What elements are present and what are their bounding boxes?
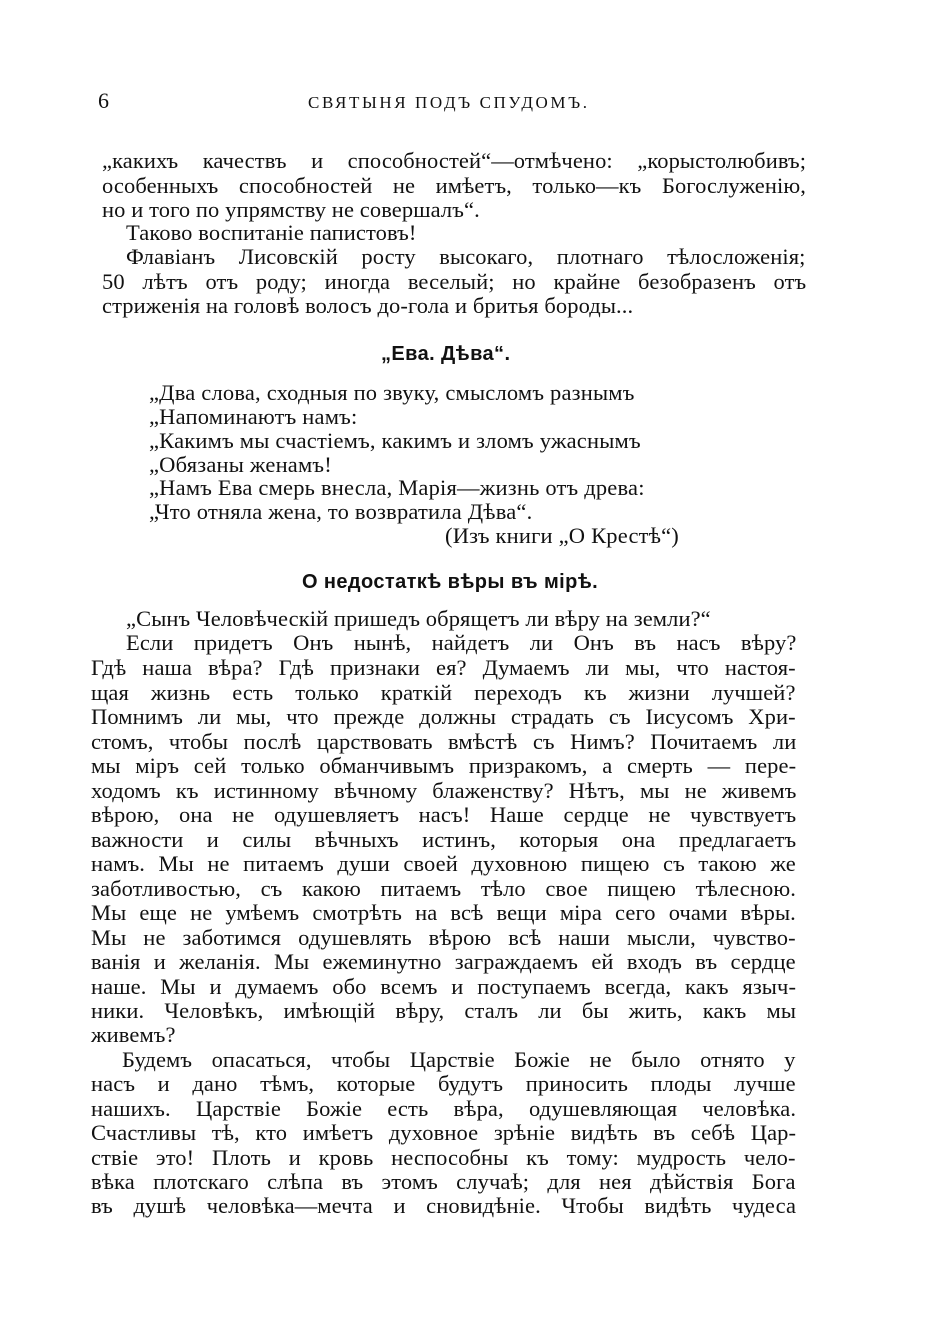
text-line: Таково воспитаніе папистовъ!: [126, 220, 417, 245]
text-line: ходомъ къ истинному вѣчному блаженству? Нѣтъ, мы не живемъ: [91, 778, 797, 803]
poem-title: „Ева. Дѣва“.: [381, 343, 511, 365]
text-line: важности и силы вѣчныхъ истинъ, которыя она предлагаетъ: [91, 827, 797, 852]
text-line: Мы еще не умѣемъ смотрѣть на всѣ вещи міра сего очами вѣры.: [91, 900, 796, 925]
text-line: стомъ, чтобы послѣ царствовать вмѣстѣ съ Нимъ? Почитаемъ ли: [91, 729, 797, 754]
poem-line: „Какимъ мы счастіемъ, какимъ и зломъ ужаснымъ: [149, 428, 641, 453]
poem-line: „Два слова, сходныя по звуку, смысломъ разнымъ: [149, 380, 635, 405]
text-line: 50 лѣтъ отъ роду; иногда веселый; но крайне безобразенъ отъ: [102, 269, 807, 294]
poem-line: „Что отняла жена, то возвратила Дѣва“.: [149, 499, 533, 524]
text-line: Помнимъ ли мы, что прежде должны страдать съ Іисусомъ Хри-: [91, 704, 796, 729]
text-line: Флавіанъ Лисовскій росту высокаго, плотнаго тѣлосложенія;: [126, 244, 806, 269]
page-number: 6: [98, 88, 109, 113]
running-title: СВЯТЫНЯ ПОДЪ СПУДОМЪ.: [308, 93, 590, 112]
text-line: въ душѣ человѣка—мечта и сновидѣніе. Чтобы видѣть чудеса: [91, 1193, 797, 1218]
text-line: ванія и желанія. Мы ежеминутно заграждаемъ ей входъ въ сердце: [91, 949, 796, 974]
text-line: Счастливы тѣ, кто имѣетъ духовное зрѣніе видѣть въ себѣ Цар-: [91, 1120, 797, 1145]
text-line: щая жизнь есть только краткій переходъ къ жизни лучшей?: [91, 680, 796, 705]
poem-line: „Намъ Ева смерь внесла, Марія—жизнь отъ древа:: [149, 475, 645, 500]
text-line: вѣка плотскаго слѣпа въ этомъ случаѣ; для нея дѣйствія Бога: [91, 1169, 796, 1194]
text-line: „какихъ качествъ и способностей“—отмѣчено: „корыстолюбивъ;: [102, 148, 807, 173]
text-line: Будемъ опасаться, чтобы Царствіе Божіе не было отнято у: [122, 1047, 796, 1072]
text-line: Мы не заботимся одушевлять вѣрою всѣ наши мысли, чувство-: [91, 925, 796, 950]
text-line: нашихъ. Царствіе Божіе есть вѣра, одушевляющая человѣка.: [91, 1096, 797, 1121]
text-line: Если придетъ Онъ нынѣ, найдетъ ли Онъ въ насъ вѣру?: [126, 630, 797, 655]
text-line: ники. Человѣкъ, имѣющій вѣру, сталъ ли бы жить, какъ мы: [91, 998, 797, 1023]
text-line: намъ. Мы не питаемъ души своей духовною пищею съ такою же: [91, 851, 796, 876]
poem-line: „Напоминаютъ намъ:: [149, 404, 358, 429]
section-title: О недостаткѣ вѣры въ мірѣ.: [302, 571, 599, 593]
text-line: заботливостью, съ какою питаемъ тѣло свое пищею тѣлесною.: [91, 876, 797, 901]
poem-line: „Обязаны женамъ!: [149, 452, 332, 477]
text-line: „Сынъ Человѣческій пришедъ обрящетъ ли вѣру на земли?“: [126, 606, 711, 631]
text-line: особенныхъ способностей не имѣетъ, только—къ Богослуженію,: [102, 173, 807, 198]
text-line: Гдѣ наша вѣра? Гдѣ признаки ея? Думаемъ ли мы, что настоя-: [91, 655, 796, 680]
text-line: вѣрою, она не одушевляетъ насъ! Наше сердце не чувствуетъ: [91, 802, 797, 827]
text-line: насъ и дано тѣмъ, которые будутъ приносить плоды лучше: [91, 1071, 796, 1096]
text-line: но и того по упрямству не совершалъ“.: [102, 197, 480, 222]
text-line: мы міръ сей только обманчивымъ призракомъ, а смерть — пере-: [91, 753, 797, 778]
text-line: стриженія на головѣ волосъ до-гола и бритья бороды...: [102, 293, 634, 318]
text-line: ствіе это! Плоть и кровь неспособны къ тому: мудрость чело-: [91, 1145, 796, 1170]
text-line: живемъ?: [91, 1022, 176, 1047]
poem-source: (Изъ книги „О Крестѣ“): [445, 523, 679, 548]
text-line: наше. Мы и думаемъ обо всемъ и поступаемъ всегда, какъ языч-: [91, 974, 797, 999]
